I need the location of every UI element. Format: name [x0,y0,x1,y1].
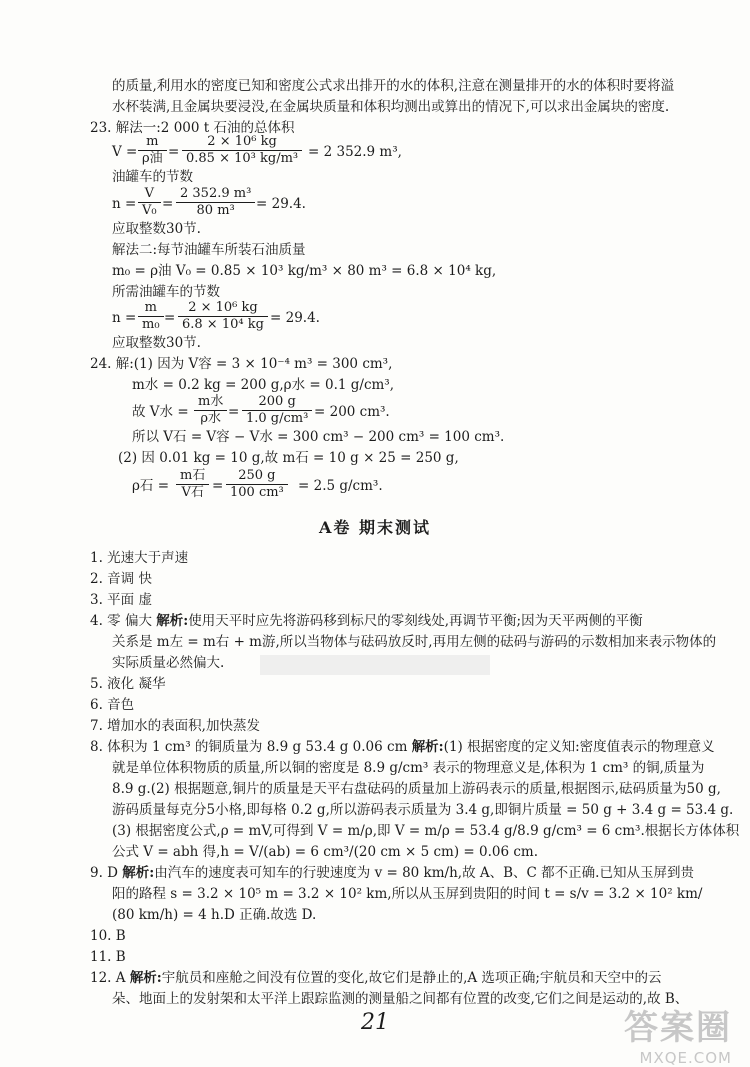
answer-line: 9. D 解析:由汽车的速度表可知车的行驶速度为 v = 80 km/h,故 A、B、C 都不正确.已知从玉屏到贵 [90,865,694,881]
formula-tail: = 29.4. [270,310,320,326]
answer-line: 12. A 解析:宇航员和座舱之间没有位置的变化,故它们是静止的,A 选项正确;宇航员和天空中的云 [90,970,662,986]
analysis-label: 解析: [156,613,189,629]
fraction: $\frac{V}{\text{V₀}}$ [138,186,161,219]
text-line: 的质量,利用水的密度已知和密度公式求出排开的水的体积,注意在测量排开的水的体积时要将溢 [112,78,675,94]
text-line: 24. 解:(1) 因为 V容 = 3 × 10⁻⁴ m³ = 300 cm³, [90,356,393,372]
text-line: 23. 解法一:2 000 t 石油的总体积 [90,120,295,136]
section-title: A卷 期末测试 [319,518,431,537]
answer-line: 关系是 m左 = m右 + m游,所以当物体与砝码放反时,再用左侧的砝码与游码的示数相加来表示物体的 [112,634,717,650]
answer-line: 6. 音色 [90,697,135,713]
fraction: $\frac{m}{\text{m₀}}$ [138,300,164,333]
text-line: 所需油罐车的节数 [112,284,220,300]
fraction: $\frac{250 g}{\text{100 cm³}}$ [226,468,288,501]
formula-lead: ρ石 = [132,478,170,494]
equals: = [212,478,224,494]
fraction: $\frac{200 g}{\text{1.0 g/cm³}}$ [242,394,312,427]
text-line: (2) 因 0.01 kg = 10 g,故 m石 = 10 g × 25 = 250 g, [118,450,459,466]
answer-line: 实际质量必然偏大. [112,655,225,671]
formula-lead: n = [112,196,137,212]
answer-line: 阳的路程 s = 3.2 × 10⁵ m = 3.2 × 10² km,所以从玉屏到贵阳的时间 t = s/v = 3.2 × 10² km/ [112,886,703,902]
answer-line: 公式 V = abh 得,h = V/(ab) = 6 cm³/(20 cm × 5 cm) = 0.06 cm. [112,844,539,860]
answer-line: 7. 增加水的表面积,加快蒸发 [90,718,260,734]
equals: = [168,144,180,160]
formula-lead: n = [112,310,137,326]
answer-line: 2. 音调 快 [90,571,152,587]
fraction: $\frac{\text{2 352.9 m³}}{\text{80 m³}}$ [176,186,255,219]
watermark-logo: 答案圈 MXQE.COM [624,1008,732,1067]
text-line: 水杯装满,且金属块要浸没,在金属块质量和体积均测出或算出的情况下,可以求出金属块的密度. [112,99,670,115]
equals: = [228,404,240,420]
answer-line: 游码质量每克分5小格,即每格 0.2 g,所以游码表示质量为 3.4 g,即铜片质量 = 50 g + 3.4 g = 53.4 g. [112,802,734,818]
formula-tail: = 2.5 g/cm³. [298,478,383,494]
equals: = [162,196,174,212]
analysis-label: 解析: [411,739,444,755]
formula-tail: = 200 cm³. [314,404,390,420]
answer-line: 朵、地面上的发射架和太平洋上跟踪监测的测量船之间都有位置的改变,它们之间是运动的,故 B、 [112,991,689,1007]
fraction: m ρ油 [138,134,167,167]
formula-tail: = 29.4. [256,196,306,212]
fraction: $\frac{\text{2 × 10⁶ kg}}{\text{0.85 × 10³ kg/m³}}$ [182,134,302,167]
scan-smudge [260,655,490,675]
fraction: $\frac{\text{2 × 10⁶ kg}}{\text{6.8 × 10⁴ kg}}$ [178,300,268,333]
text-line: 解法二:每节油罐车所装石油质量 [112,242,306,258]
analysis-label: 解析: [129,970,162,986]
fraction: m石 V石 [176,468,209,501]
formula-lead: V = [112,144,138,160]
equals: = [164,310,176,326]
answer-line: (80 km/h) = 4 h.D 正确.故选 D. [112,907,317,923]
text-line: 油罐车的节数 [112,169,193,185]
text-line: m₀ = ρ油 V₀ = 0.85 × 10³ kg/m³ × 80 m³ = 6.8 × 10⁴ kg, [112,263,497,279]
answer-line: 8.9 g.(2) 根据题意,铜片的质量是天平右盘砝码的质量加上游码表示的质量,根据图示,砝码质量为50 g, [112,781,721,797]
text-line: 应取整数30节. [112,335,201,351]
fraction: m水 ρ水 [194,394,227,427]
answer-line: 8. 体积为 1 cm³ 的铜质量为 8.9 g 53.4 g 0.06 cm 解析:(1) 根据密度的定义知:密度值表示的物理意义 [90,739,715,755]
analysis-label: 解析: [122,865,155,881]
answer-line: 3. 平面 虚 [90,592,152,608]
answer-line: 11. B [90,949,126,965]
text-line: 应取整数30节. [112,221,201,237]
text-line: m水 = 0.2 kg = 200 g,ρ水 = 0.1 g/cm³, [132,377,395,393]
answer-line: 5. 液化 凝华 [90,676,166,692]
answer-line: 4. 零 偏大 解析:使用天平时应先将游码移到标尺的零刻线处,再调节平衡;因为天平两侧的平衡 [90,613,643,629]
formula-lead: 故 V水 = [132,404,189,420]
answer-line: (3) 根据密度公式,ρ = mV,可得到 V = m/ρ,即 V = m/ρ = 53.4 g/8.9 g/cm³ = 6 cm³.根据长方体体积 [112,823,740,839]
formula-tail: = 2 352.9 m³, [308,144,402,160]
answer-line: 就是单位体积物质的质量,所以铜的密度是 8.9 g/cm³ 表示的物理意义是,体积为 1 cm³ 的铜,质量为 [112,760,705,776]
answer-line: 1. 光速大于声速 [90,550,189,566]
text-line: 所以 V石 = V容 − V水 = 300 cm³ − 200 cm³ = 100 cm³. [132,429,505,445]
answer-line: 10. B [90,928,126,944]
page-number: 21 [361,1010,389,1035]
